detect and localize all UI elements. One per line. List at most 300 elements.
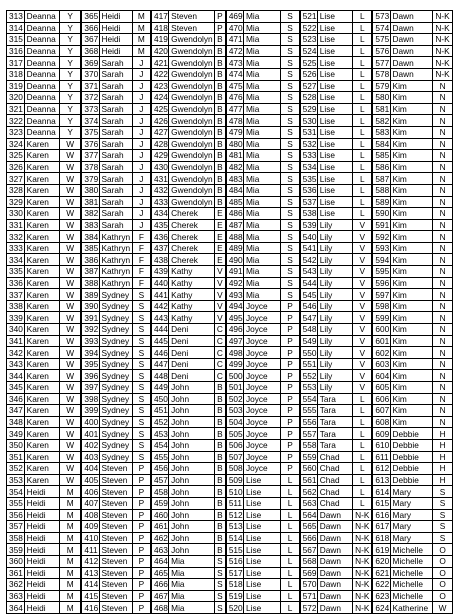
cell-name: Heidi [99,45,132,57]
cell-code: C [214,347,225,359]
cell-number: 451 [151,405,169,417]
cell-code: V [214,289,225,301]
cell-code: P [281,451,300,463]
cell-code: Y [60,34,82,46]
cell-number: 346 [7,393,25,405]
cell-number: 558 [300,439,318,451]
cell-number: 332 [7,231,25,243]
cell-name: Karen [24,370,59,382]
cell-code: W [60,173,82,185]
cell-name: Lily [317,358,352,370]
cell-name: Steven [99,579,132,591]
cell-name: Kathy [169,300,215,312]
cell-number: 359 [7,544,25,556]
cell-name: Lily [317,300,352,312]
cell-code: M [60,602,82,614]
cell-number: 331 [7,219,25,231]
cell-code: L [281,567,300,579]
cell-code: N [433,208,453,220]
table-row [7,382,453,394]
cell-code: L [281,602,300,614]
cell-code: N-K [433,45,453,57]
cell-name: Karen [24,161,59,173]
cell-code: W [60,242,82,254]
cell-number: 619 [372,544,390,556]
table-row [7,92,453,104]
cell-number: 465 [151,567,169,579]
cell-name: Mia [243,196,280,208]
cell-number: 411 [81,544,99,556]
cell-number: 496 [226,324,244,336]
cell-code: B [214,532,225,544]
cell-name: John [169,382,215,394]
cell-code: J [132,150,151,162]
cell-code: B [214,497,225,509]
cell-number: 523 [300,34,318,46]
table-row [7,242,453,254]
cell-name: Chad [317,463,352,475]
cell-name: Lily [317,266,352,278]
cell-code: N-K [353,602,373,614]
cell-code: B [214,463,225,475]
cell-name: Lise [243,567,280,579]
cell-name: Cherek [169,254,215,266]
cell-name: Kathryn [99,266,132,278]
cell-code: L [281,590,300,602]
cell-code: S [132,393,151,405]
cell-code: N-K [353,567,373,579]
cell-code: L [353,208,373,220]
cell-code: N [433,126,453,138]
cell-name: Heidi [24,567,59,579]
table-row [7,196,453,208]
cell-number: 450 [151,393,169,405]
cell-name: Karen [24,358,59,370]
cell-number: 502 [226,393,244,405]
table-row [7,439,453,451]
cell-number: 617 [372,521,390,533]
cell-name: Deanna [24,126,59,138]
cell-name: Chad [317,451,352,463]
cell-number: 535 [300,173,318,185]
cell-name: Debbie [390,463,433,475]
cell-number: 528 [300,92,318,104]
cell-code: F [132,266,151,278]
cell-code: W [60,161,82,173]
cell-name: John [169,393,215,405]
cell-number: 583 [372,126,390,138]
table-row [7,590,453,602]
cell-code: B [214,115,225,127]
cell-number: 594 [372,254,390,266]
cell-number: 551 [300,358,318,370]
cell-code: P [132,602,151,614]
cell-code: P [281,439,300,451]
cell-number: 457 [151,474,169,486]
cell-code: V [353,312,373,324]
cell-number: 418 [151,22,169,34]
cell-code: V [353,266,373,278]
cell-code: N [433,347,453,359]
cell-number: 568 [300,555,318,567]
cell-name: Kim [390,231,433,243]
cell-name: Dawn [390,45,433,57]
cell-name: Kathryn [99,242,132,254]
cell-code: S [132,370,151,382]
cell-code: W [60,474,82,486]
cell-code: L [353,150,373,162]
cell-name: Debbie [390,439,433,451]
cell-name: Dawn [317,555,352,567]
cell-number: 441 [151,289,169,301]
cell-name: Lise [243,555,280,567]
cell-name: Cherek [169,208,215,220]
cell-name: Dawn [317,579,352,591]
cell-code: L [353,393,373,405]
cell-code: S [281,184,300,196]
cell-code: N-K [433,68,453,80]
cell-code: C [214,370,225,382]
cell-code: L [353,173,373,185]
cell-code: S [214,602,225,614]
cell-code: S [214,555,225,567]
cell-number: 493 [226,289,244,301]
cell-code: L [353,463,373,475]
cell-code: S [281,22,300,34]
cell-name: Karen [24,254,59,266]
cell-name: Michelle [390,544,433,556]
cell-name: Sydney [99,370,132,382]
table-row [7,579,453,591]
cell-code: L [353,474,373,486]
cell-code: P [281,416,300,428]
cell-name: Lily [317,347,352,359]
cell-code: B [214,486,225,498]
cell-code: H [433,474,453,486]
cell-code: Y [60,11,82,23]
cell-name: Karen [24,474,59,486]
cell-code: S [281,11,300,23]
cell-number: 477 [226,103,244,115]
cell-number: 622 [372,579,390,591]
table-row [7,602,453,614]
cell-code: S [433,486,453,498]
cell-name: John [169,416,215,428]
cell-name: Mia [243,208,280,220]
cell-code: W [60,138,82,150]
cell-name: John [169,509,215,521]
cell-number: 616 [372,509,390,521]
cell-code: B [214,45,225,57]
cell-name: Joyce [243,358,280,370]
cell-number: 341 [7,335,25,347]
cell-number: 330 [7,208,25,220]
cell-name: Karen [24,312,59,324]
cell-code: W [60,184,82,196]
cell-name: John [169,451,215,463]
cell-name: Deni [169,335,215,347]
table-row [7,208,453,220]
cell-number: 335 [7,266,25,278]
cell-code: W [60,312,82,324]
cell-number: 328 [7,184,25,196]
cell-code: L [353,45,373,57]
table-row [7,45,453,57]
cell-name: Mia [243,34,280,46]
cell-number: 587 [372,173,390,185]
cell-number: 511 [226,497,244,509]
cell-name: Mia [243,150,280,162]
cell-code: F [132,231,151,243]
cell-number: 379 [81,173,99,185]
cell-name: Kim [390,138,433,150]
cell-name: Steven [99,555,132,567]
cell-code: N-K [353,590,373,602]
cell-number: 396 [81,370,99,382]
cell-number: 432 [151,184,169,196]
cell-number: 416 [81,602,99,614]
cell-name: Karen [24,184,59,196]
cell-number: 475 [226,80,244,92]
cell-name: Karen [24,463,59,475]
cell-name: Gwendolyn [169,161,215,173]
cell-number: 452 [151,416,169,428]
cell-code: J [132,138,151,150]
cell-name: Mia [243,277,280,289]
cell-code: O [433,590,453,602]
cell-code: B [214,184,225,196]
cell-name: Deni [169,358,215,370]
cell-number: 356 [7,509,25,521]
cell-number: 476 [226,92,244,104]
cell-number: 386 [81,254,99,266]
cell-number: 353 [7,474,25,486]
cell-code: L [353,57,373,69]
cell-code: P [132,509,151,521]
cell-name: Debbie [390,428,433,440]
cell-code: M [60,497,82,509]
cell-code: N [433,324,453,336]
cell-number: 592 [372,231,390,243]
cell-code: H [433,439,453,451]
cell-code: P [281,324,300,336]
cell-number: 410 [81,532,99,544]
cell-number: 530 [300,115,318,127]
cell-name: Mia [169,567,215,579]
cell-code: B [214,150,225,162]
cell-name: Deanna [24,115,59,127]
cell-name: Kim [390,416,433,428]
cell-number: 515 [226,544,244,556]
cell-name: Tara [317,439,352,451]
cell-number: 464 [151,555,169,567]
cell-name: Mia [243,103,280,115]
table-row [7,219,453,231]
cell-name: Sydney [99,428,132,440]
cell-number: 383 [81,219,99,231]
cell-code: N [433,370,453,382]
cell-code: Y [60,57,82,69]
cell-name: Deanna [24,11,59,23]
cell-code: P [132,486,151,498]
cell-name: Michelle [390,579,433,591]
cell-name: Lise [317,34,352,46]
table-row [7,300,453,312]
cell-name: Joyce [243,439,280,451]
cell-name: Lise [243,532,280,544]
cell-code: P [132,567,151,579]
cell-name: Karen [24,451,59,463]
cell-number: 604 [372,370,390,382]
cell-name: Mia [243,138,280,150]
cell-number: 333 [7,242,25,254]
cell-name: Kim [390,289,433,301]
table-row [7,405,453,417]
cell-name: Kim [390,208,433,220]
cell-code: S [132,358,151,370]
cell-code: P [281,300,300,312]
cell-name: Steven [99,544,132,556]
cell-code: S [433,521,453,533]
cell-number: 440 [151,277,169,289]
cell-number: 542 [300,254,318,266]
cell-code: L [353,68,373,80]
cell-number: 537 [300,196,318,208]
cell-number: 345 [7,382,25,394]
cell-code: L [281,532,300,544]
cell-number: 576 [372,45,390,57]
table-row [7,393,453,405]
cell-name: Lily [317,382,352,394]
cell-code: L [353,451,373,463]
cell-number: 377 [81,150,99,162]
cell-number: 525 [300,57,318,69]
cell-name: Kim [390,382,433,394]
cell-code: W [60,289,82,301]
cell-number: 483 [226,173,244,185]
cell-code: P [132,474,151,486]
cell-name: Mia [243,289,280,301]
cell-code: V [353,335,373,347]
cell-code: S [433,509,453,521]
table-row [7,428,453,440]
cell-number: 532 [300,138,318,150]
cell-name: Kim [390,266,433,278]
cell-number: 347 [7,405,25,417]
cell-name: Tara [317,393,352,405]
cell-number: 358 [7,532,25,544]
cell-code: S [281,80,300,92]
cell-number: 536 [300,184,318,196]
cell-name: Mia [243,57,280,69]
cell-name: Deni [169,324,215,336]
cell-name: Kim [390,150,433,162]
cell-number: 392 [81,324,99,336]
cell-name: Gwendolyn [169,126,215,138]
cell-name: Kim [390,161,433,173]
cell-number: 546 [300,300,318,312]
cell-code: H [433,428,453,440]
cell-name: Joyce [243,300,280,312]
cell-number: 323 [7,126,25,138]
cell-code: W [60,324,82,336]
cell-code: W [60,439,82,451]
cell-code: Y [60,103,82,115]
cell-number: 405 [81,474,99,486]
cell-code: N-K [353,555,373,567]
cell-number: 363 [7,590,25,602]
cell-name: Sarah [99,92,132,104]
cell-name: Heidi [24,532,59,544]
cell-name: Deanna [24,80,59,92]
cell-code: S [281,34,300,46]
cell-name: Sydney [99,358,132,370]
cell-number: 381 [81,196,99,208]
cell-code: S [132,428,151,440]
cell-number: 469 [226,11,244,23]
cell-code: L [353,138,373,150]
cell-number: 514 [226,532,244,544]
cell-name: Mary [390,486,433,498]
table-row [7,567,453,579]
cell-code: M [132,34,151,46]
cell-code: M [132,22,151,34]
cell-name: Chad [317,497,352,509]
cell-number: 579 [372,80,390,92]
cell-name: Joyce [243,393,280,405]
cell-number: 611 [372,451,390,463]
cell-code: W [60,254,82,266]
cell-name: Deni [169,370,215,382]
cell-name: Sarah [99,80,132,92]
cell-code: M [60,567,82,579]
cell-code: E [214,242,225,254]
cell-number: 566 [300,532,318,544]
cell-name: Gwendolyn [169,92,215,104]
cell-number: 487 [226,219,244,231]
cell-number: 403 [81,451,99,463]
table-row [7,138,453,150]
cell-number: 316 [7,45,25,57]
table-row [7,68,453,80]
cell-number: 501 [226,382,244,394]
cell-name: Lily [317,370,352,382]
table-row [7,126,453,138]
cell-number: 466 [151,579,169,591]
cell-number: 318 [7,68,25,80]
cell-number: 371 [81,80,99,92]
cell-name: Heidi [24,486,59,498]
cell-name: Mia [169,590,215,602]
cell-number: 618 [372,532,390,544]
cell-name: Kim [390,335,433,347]
cell-name: Sydney [99,335,132,347]
cell-code: W [60,196,82,208]
cell-number: 372 [81,92,99,104]
cell-code: V [353,358,373,370]
cell-name: Heidi [24,497,59,509]
cell-number: 609 [372,428,390,440]
cell-code: P [132,555,151,567]
cell-number: 391 [81,312,99,324]
cell-name: Tara [317,405,352,417]
cell-number: 488 [226,231,244,243]
cell-number: 570 [300,579,318,591]
cell-name: Lise [317,184,352,196]
cell-code: S [132,347,151,359]
cell-name: Michelle [390,590,433,602]
cell-number: 610 [372,439,390,451]
